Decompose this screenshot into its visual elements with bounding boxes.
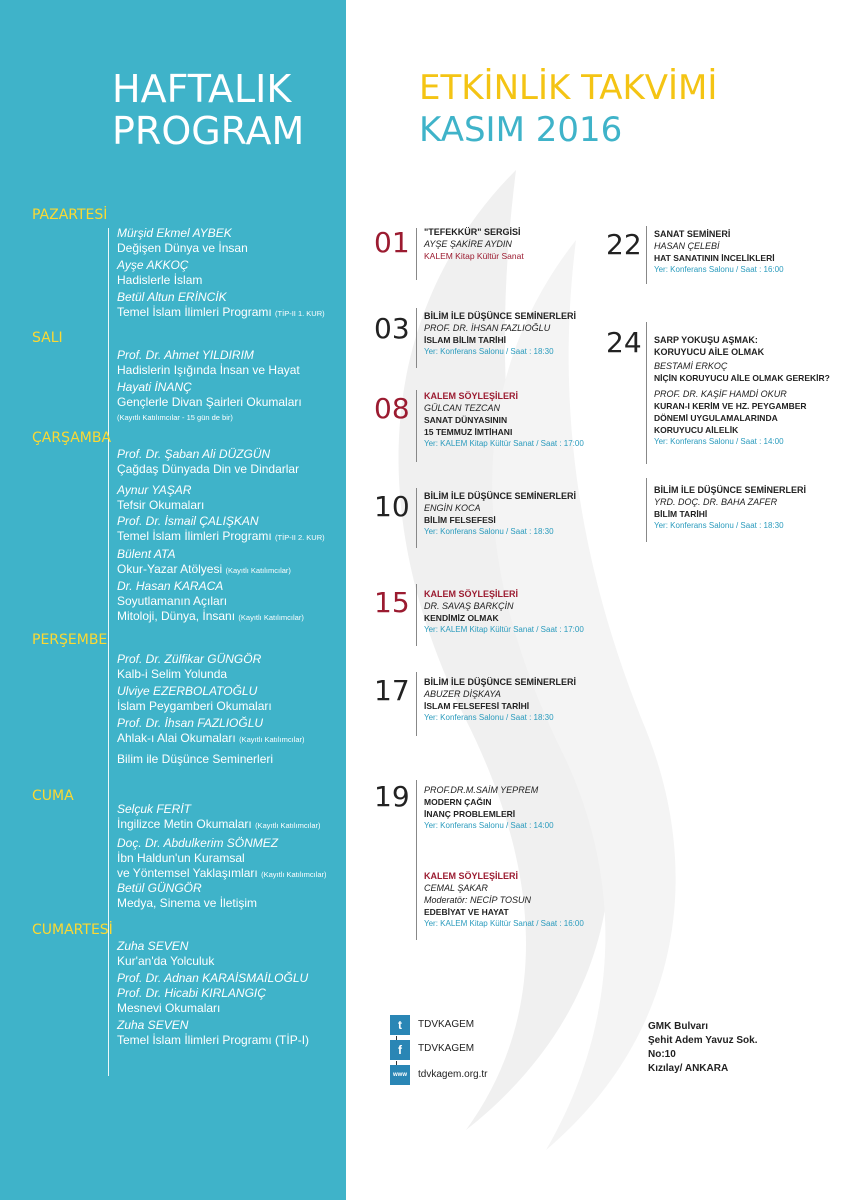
facebook-icon[interactable]: f — [390, 1040, 410, 1060]
calendar-event: SANAT SEMİNERİ HASAN ÇELEBİ HAT SANATININ İNCELİKLERİ Yer: Konferans Salonu / Saat : 16:00 — [654, 229, 784, 274]
date-number: 15 — [374, 586, 410, 619]
website-link[interactable]: tdvkagem.org.tr — [418, 1069, 488, 1080]
calendar-event: KALEM SÖYLEŞİLERİ CEMAL ŞAKAR Moderatör: NECİP TOSUN EDEBİYAT VE HAYAT Yer: KALEM Kitap Kültür Sanat / Saat : 16:00 — [424, 871, 584, 928]
event-item: Betül Altun ERİNCİK Temel İslam İlimleri Programı (TİP-II 1. KUR) — [117, 290, 325, 319]
event-item: Mürşid Ekmel AYBEK Değişen Dünya ve İnsan — [117, 226, 248, 255]
divider — [416, 672, 417, 736]
event-item: Prof. Dr. Adnan KARAİSMAİLOĞLU Prof. Dr. Hicabi KIRLANGIÇ Mesnevi Okumaları — [117, 971, 309, 1015]
calendar-month: KASIM 2016 — [419, 110, 623, 150]
date-number: 22 — [606, 228, 642, 261]
divider — [416, 228, 417, 280]
event-item: Prof. Dr. İhsan FAZLIOĞLU Ahlak-ı Alai Okumaları (Kayıtlı Katılımcılar) — [117, 716, 305, 745]
divider — [416, 308, 417, 368]
facebook-handle[interactable]: TDVKAGEM — [418, 1043, 475, 1054]
day-saturday: CUMARTESİ — [32, 922, 113, 938]
date-number: 03 — [374, 312, 410, 345]
event-item: Ulviye EZERBOLATOĞLU İslam Peygamberi Okumaları — [117, 684, 272, 713]
day-wednesday: ÇARŞAMBA — [32, 430, 112, 446]
title-line-2: PROGRAM — [112, 109, 305, 153]
event-item: Prof. Dr. Zülfikar GÜNGÖR Kalb-i Selim Yolunda — [117, 652, 262, 681]
calendar-event: BİLİM İLE DÜŞÜNCE SEMİNERLERİ ENGİN KOCA BİLİM FELSEFESİ Yer: Konferans Salonu / Saat : 18:30 — [424, 491, 577, 536]
event-item: Betül GÜNGÖR Medya, Sinema ve İletişim — [117, 881, 258, 910]
divider — [416, 390, 417, 462]
date-number: 01 — [374, 226, 410, 259]
weekly-program-panel — [0, 0, 346, 1200]
calendar-event: SARP YOKUŞU AŞMAK: KORUYUCU AİLE OLMAK BESTAMİ ERKOÇ NİÇİN KORUYUCU AİLE OLMAK GEREKİR? PROF. DR. KAŞİF HAMDİ OKUR KURAN-I KERİM VE HZ. PEYGAMBER DÖNEMİ UYGULAMALARINDA KORUYUCU AİLELİK Yer: Konferans Salonu / Saat : 14:00 — [654, 335, 830, 446]
calendar-event: BİLİM İLE DÜŞÜNCE SEMİNERLERİ YRD. DOÇ. DR. BAHA ZAFER BİLİM TARİHİ Yer: Konferans Salonu / Saat : 18:30 — [654, 485, 807, 530]
event-item: Prof. Dr. Şaban Ali DÜZGÜN Çağdaş Dünyada Din ve Dindarlar — [117, 447, 300, 476]
divider — [646, 226, 647, 284]
event-item: Ayşe AKKOÇ Hadislerle İslam — [117, 258, 203, 287]
event-item: Selçuk FERİT İngilizce Metin Okumaları (Kayıtlı Katılımcılar) — [117, 802, 321, 831]
day-tuesday: SALI — [32, 330, 63, 346]
event-item: Bilim ile Düşünce Seminerleri — [117, 752, 274, 766]
date-number: 10 — [374, 490, 410, 523]
calendar-event: BİLİM İLE DÜŞÜNCE SEMİNERLERİ PROF. DR. İHSAN FAZLIOĞLU İSLAM BİLİM TARİHİ Yer: Konferans Salonu / Saat : 18:30 — [424, 311, 577, 356]
event-item: Bülent ATA Okur-Yazar Atölyesi (Kayıtlı Katılımcılar) — [117, 547, 291, 576]
calendar-event: KALEM SÖYLEŞİLERİ GÜLCAN TEZCAN SANAT DÜNYASININ 15 TEMMUZ İMTİHANI Yer: KALEM Kitap Kültür Sanat / Saat : 17:00 — [424, 391, 584, 448]
event-item: Doç. Dr. Abdulkerim SÖNMEZ İbn Haldun'un Kuramsal ve Yöntemsel Yaklaşımları (Kayıtlı Katılımcılar) — [117, 836, 327, 880]
calendar-event: KALEM SÖYLEŞİLERİ DR. SAVAŞ BARKÇİN KENDİMİZ OLMAK Yer: KALEM Kitap Kültür Sanat / Saat : 17:00 — [424, 589, 584, 634]
calendar-title: ETKİNLİK TAKVİMİ — [419, 68, 718, 108]
divider — [416, 584, 417, 646]
website-icon[interactable]: www — [390, 1065, 410, 1085]
day-thursday: PERŞEMBE — [32, 632, 108, 648]
weekly-program-title — [112, 68, 304, 152]
date-number: 24 — [606, 326, 642, 359]
divider — [646, 478, 647, 542]
event-item: Zuha SEVEN Kur'an'da Yolculuk — [117, 939, 215, 968]
event-item: Zuha SEVEN Temel İslam İlimleri Programı (TİP-I) — [117, 1018, 310, 1047]
divider — [416, 488, 417, 548]
calendar-event: PROF.DR.M.SAİM YEPREM MODERN ÇAĞIN İNANÇ PROBLEMLERİ Yer: Konferans Salonu / Saat : 14:00 — [424, 785, 554, 830]
divider — [646, 322, 647, 464]
day-friday: CUMA — [32, 788, 74, 804]
timeline-line — [108, 228, 109, 1076]
event-item: Prof. Dr. İsmail ÇALIŞKAN Temel İslam İlimleri Programı (TİP-II 2. KUR) — [117, 514, 325, 543]
date-number: 19 — [374, 780, 410, 813]
twitter-icon[interactable]: t — [390, 1015, 410, 1035]
event-item: Hayati İNANÇ Gençlerle Divan Şairleri Okumaları (Kayıtlı Katılımcılar - 15 gün de bir) — [117, 380, 302, 422]
address-block: GMK Bulvarı Şehit Adem Yavuz Sok. No:10 Kızılay/ ANKARA — [648, 1021, 758, 1074]
day-monday: PAZARTESİ — [32, 207, 108, 223]
calendar-event: BİLİM İLE DÜŞÜNCE SEMİNERLERİ ABUZER DİŞKAYA İSLAM FELSEFESİ TARİHİ Yer: Konferans Salonu / Saat : 18:30 — [424, 677, 577, 722]
event-item: Aynur YAŞAR Tefsir Okumaları — [117, 483, 205, 512]
calendar-event: "TEFEKKÜR" SERGİSİ AYŞE ŞAKİRE AYDIN KALEM Kitap Kültür Sanat — [424, 227, 524, 261]
title-line-1: HAFTALIK — [112, 67, 292, 111]
event-item: Prof. Dr. Ahmet YILDIRIM Hadislerin Işığında İnsan ve Hayat — [117, 348, 300, 377]
date-number: 17 — [374, 674, 410, 707]
event-item: Dr. Hasan KARACA Soyutlamanın Açıları Mitoloji, Dünya, İnsanı (Kayıtlı Katılımcılar) — [117, 579, 304, 623]
divider — [416, 780, 417, 940]
date-number: 08 — [374, 392, 410, 425]
twitter-handle[interactable]: TDVKAGEM — [418, 1019, 475, 1030]
